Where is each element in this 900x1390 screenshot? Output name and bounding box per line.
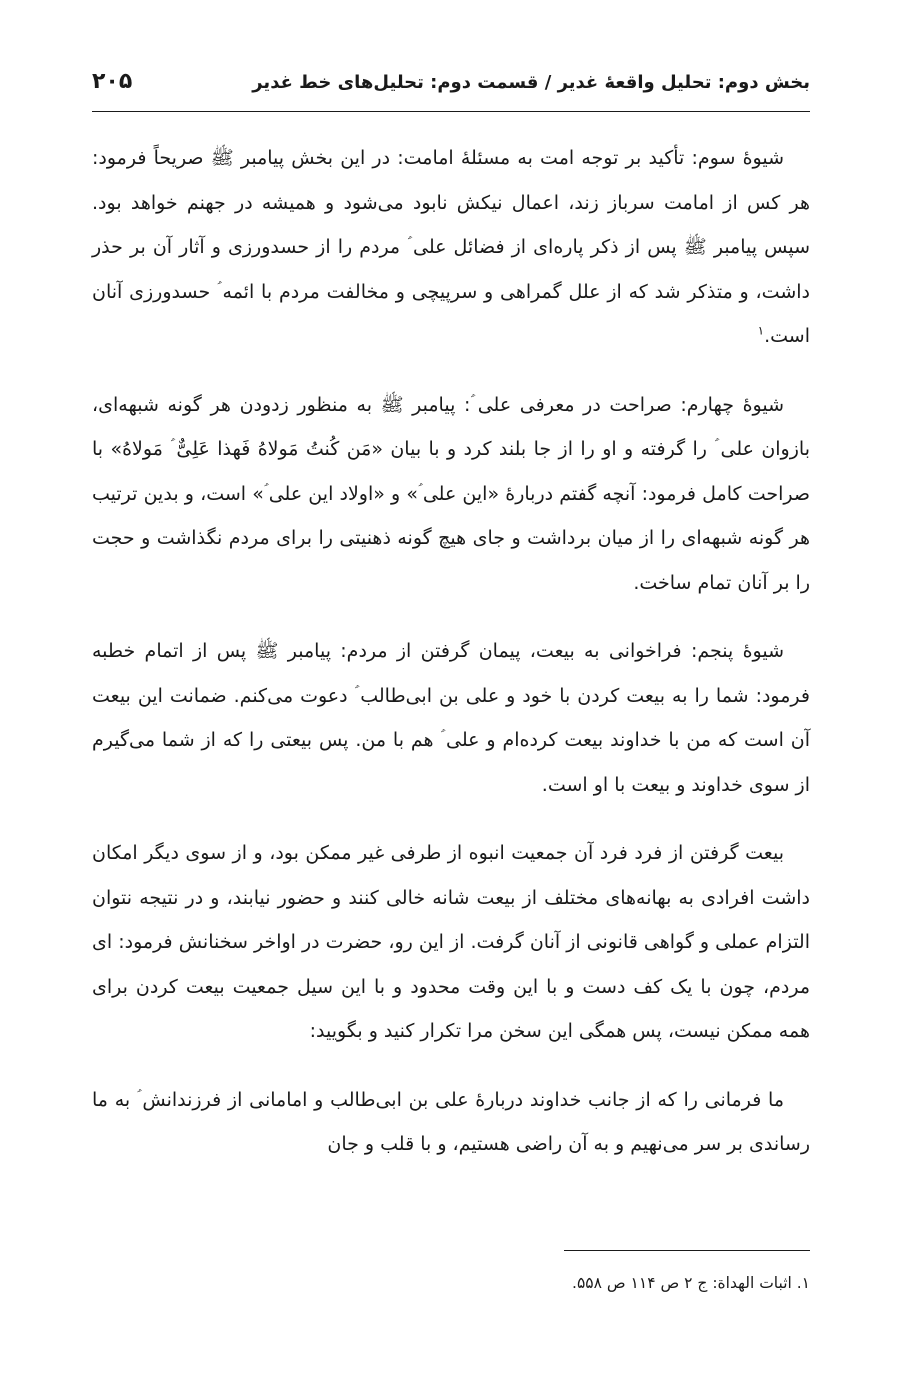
footnote: ۱. اثبات الهداة: ج ۲ ص ۱۱۴ ص ۵۵۸. [572, 1274, 810, 1292]
footnote-divider [564, 1250, 810, 1251]
running-header [92, 64, 810, 112]
paragraph-text: شیوهٔ سوم: تأکید بر توجه امت به مسئلهٔ امامت: در این بخش پیامبر ﷺ صریحاً فرمود: هر کس از امامت سرباز زند، اعمال نیکش نابود می‌شود و همیشه در جهنم خواهد بود. سپس پیامبر ﷺ پس از ذکر پاره‌ای از فضائل علی ؑ مردم را از حسدورزی و آثار آن بر حذر داشت، و متذکر شد که از علل گمراهی و سرپیچی و مخالفت مردم با ائمه ؑ حسدورزی آنان است. [92, 147, 810, 347]
body-text [92, 136, 810, 1167]
paragraph-fourth-method [92, 383, 810, 606]
paragraph-oath [92, 1078, 810, 1167]
paragraph-text: ما فرمانی را که از جانب خداوند دربارهٔ علی بن ابی‌طالب و امامانی از فرزندانش ؑ به ما رساندی بر سر می‌نهیم و به آن راضی هستیم، و با قلب و جان [92, 1088, 810, 1155]
chapter-title: بخش دوم: تحلیل واقعهٔ غدیر / قسمت دوم: تحلیل‌های خط غدیر [252, 72, 810, 93]
book-page [92, 64, 810, 1292]
paragraph-fifth-method [92, 629, 810, 807]
paragraph-text: شیوهٔ پنجم: فراخوانی به بیعت، پیمان گرفتن از مردم: پیامبر ﷺ پس از اتمام خطبه فرمود: شما را به بیعت کردن با خود و علی بن ابی‌طالب ؑ دعوت می‌کنم. ضمانت این بیعت آن است که من با خداوند بیعت کرده‌ام و علی ؑ هم با من. پس بیعتی را که از شما می‌گیرم از سوی خداوند و بیعت با او است. [92, 640, 810, 796]
paragraph-text: شیوهٔ چهارم: صراحت در معرفی علی ؑ: پیامبر ﷺ به منظور زدودن هر گونه شبهه‌ای، بازوان علی ؑ را گرفته و او را از جا بلند کرد و با بیان «مَن کُنتُ مَولاهُ فَهذا عَلِیٌّ ؑ مَولاهُ» با صراحت کامل فرمود: آنچه گفتم دربارهٔ «این علی ؑ» و «اولاد این علی ؑ» است، و بدین ترتیب هر گونه شبهه‌ای را از میان برداشت و جای هیچ گونه ذهنیتی را برای مردم نگذاشت و حجت را بر آنان تمام ساخت. [92, 393, 810, 594]
paragraph-allegiance [92, 831, 810, 1054]
page-number: ۲۰۵ [92, 69, 133, 94]
footnote-reference: ۱ [757, 323, 765, 338]
paragraph-text: بیعت گرفتن از فرد فرد آن جمعیت انبوه از طرفی غیر ممکن بود، و از سوی دیگر امکان داشت افرادی به بهانه‌های مختلف از بیعت شانه خالی کنند و حضور نیابند، و در نتیجه نتوان التزام عملی و گواهی قانونی از آنان گرفت. از این رو، حضرت در اواخر سخنانش فرمود: ای مردم، چون با یک کف دست و با این وقت محدود و با این سیل جمعیت بیعت کردن برای همه ممکن نیست، پس همگی این سخن مرا تکرار کنید و بگویید: [92, 842, 810, 1042]
paragraph-third-method [92, 136, 810, 359]
